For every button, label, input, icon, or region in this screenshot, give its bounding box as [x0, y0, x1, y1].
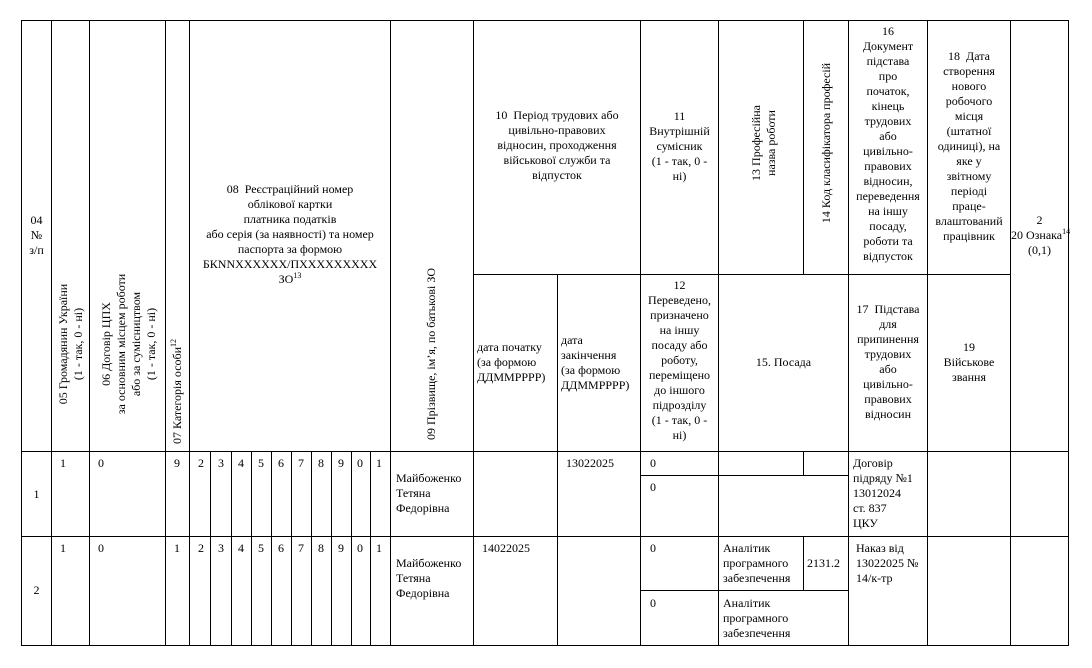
row-number: 1 — [33, 487, 40, 501]
header-17-termination: 17 Підстава для припинення трудових або цивільно- правових відносин — [856, 302, 920, 421]
header-20-values: (0,1) — [1028, 243, 1051, 257]
id-digit: 0 — [357, 456, 363, 470]
header-07-footnote: 12 — [169, 338, 178, 347]
header-06-line3: або за сумісництвом — [129, 291, 143, 397]
prof-code-cell: 2131.2 — [807, 556, 840, 570]
id-digit: 7 — [298, 456, 304, 470]
header-20-line1-text: 20 Ознака$^{14}$ — [1011, 227, 1071, 242]
header-08-id-number — [190, 182, 390, 287]
id-digit: 1 — [376, 456, 382, 470]
header-16-document: 16 Документ підстава про початок, кінець трудових або цивільно- правових відносин, переведення на іншу посаду, роботи та відпусток — [856, 24, 920, 263]
id-digit: 5 — [258, 541, 264, 555]
row-number: 2 — [33, 583, 40, 597]
id-digit: 9 — [338, 541, 344, 555]
id-digit: 7 — [298, 541, 304, 555]
internal-cell: 0 — [650, 541, 656, 555]
header-13-line2: назва роботи — [764, 110, 778, 176]
header-06-line1: 06 Договір ЦПХ — [99, 302, 113, 386]
header-20-sign — [1011, 213, 1071, 258]
header-11-internal: 11 Внутрішній сумісник (1 - так, 0 - ні) — [649, 109, 710, 183]
header-12-transferred: 12 Переведено, призначено на іншу посаду або роботу, переміщено до іншого підрозділу (1 - так, 0 - ні) — [648, 278, 711, 442]
category-cell: 9 — [174, 456, 180, 470]
id-digit: 4 — [238, 541, 244, 555]
full-name-cell: Майбоженко Тетяна Федорівна — [396, 556, 462, 600]
header-05-line1: 05 Громадянин України — [56, 283, 70, 405]
transferred-cell: 0 — [650, 596, 656, 610]
header-18-workplace-date: 18 Дата створення нового робочого місця (штатної одиниці), на яке у звітному періоді праце- влаштований працівник — [935, 49, 1003, 243]
transferred-cell: 0 — [650, 480, 656, 494]
id-digit: 8 — [318, 456, 324, 470]
id-digit: 9 — [338, 456, 344, 470]
id-digit: 1 — [376, 541, 382, 555]
id-digit: 3 — [218, 541, 224, 555]
id-digit: 8 — [318, 541, 324, 555]
gph-cell: 0 — [98, 541, 104, 555]
end-date-cell: 13022025 — [566, 456, 614, 470]
header-13-line1: 13 Професійна — [749, 105, 763, 181]
header-14-prof-code: 14 Код класифікатора професій — [819, 62, 833, 224]
id-digit: 5 — [258, 456, 264, 470]
header-09-full-name: 09 Прізвище, ім’я, по батькові ЗО — [424, 268, 438, 440]
header-08-footnote: 13 — [293, 271, 302, 280]
id-digit: 0 — [357, 541, 363, 555]
document-cell: Договір підряду №1 13012024 ст. 837 ЦКУ — [853, 456, 913, 530]
header-10-period: 10 Період трудових або цивільно-правових відносин, проходження військової служби та відпусток — [495, 108, 619, 182]
id-digit: 3 — [218, 456, 224, 470]
id-digit: 4 — [238, 456, 244, 470]
header-06-line2: за основним місцем роботи — [114, 273, 128, 415]
citizen-cell: 1 — [60, 541, 66, 555]
id-digit: 6 — [278, 541, 284, 555]
header-06-line4: (1 - так, 0 - ні) — [144, 307, 158, 381]
header-04-number: 04 № з/п — [29, 213, 44, 257]
header-05-line2: (1 - так, 0 - ні) — [71, 307, 85, 381]
header-19-military-rank: 19 Військове звання — [943, 340, 995, 384]
header-15-position: 15. Посада — [755, 355, 812, 369]
id-digit: 2 — [198, 456, 204, 470]
header-07-label: 07 Категорія особи — [170, 346, 184, 444]
document-cell: Наказ від 13022025 № 14/к-тр — [856, 541, 919, 585]
header-05-citizen — [56, 244, 86, 444]
position-cell: Аналітик програмного забезпечення — [723, 596, 791, 640]
id-digit: 6 — [278, 456, 284, 470]
header-20-line1: 2 — [1036, 213, 1043, 227]
prof-name-cell: Аналітик програмного забезпечення — [723, 541, 791, 585]
start-date-cell: 14022025 — [482, 541, 530, 555]
header-10-end-date: дата закінчення (за формою ДДММРРРР) — [561, 333, 630, 392]
full-name-cell: Майбоженко Тетяна Федорівна — [396, 471, 462, 515]
category-cell: 1 — [174, 541, 180, 555]
internal-cell: 0 — [650, 456, 656, 470]
gph-cell: 0 — [98, 456, 104, 470]
header-10-start-date: дата початку (за формою ДДММРРРР) — [477, 340, 546, 384]
header-06-gph — [99, 244, 159, 444]
header-07-category — [170, 244, 185, 444]
header-20-footnote: 14 — [1062, 227, 1071, 236]
header-08-label: 08 Реєстраційний номер облікової картки платника податків або серія (за наявності) та номер паспорта за формою БКNNXXXXXX/ПXXXXXXXXX ЗО — [202, 182, 378, 286]
header-13-prof-name — [749, 18, 779, 268]
id-digit: 2 — [198, 541, 204, 555]
citizen-cell: 1 — [60, 456, 66, 470]
